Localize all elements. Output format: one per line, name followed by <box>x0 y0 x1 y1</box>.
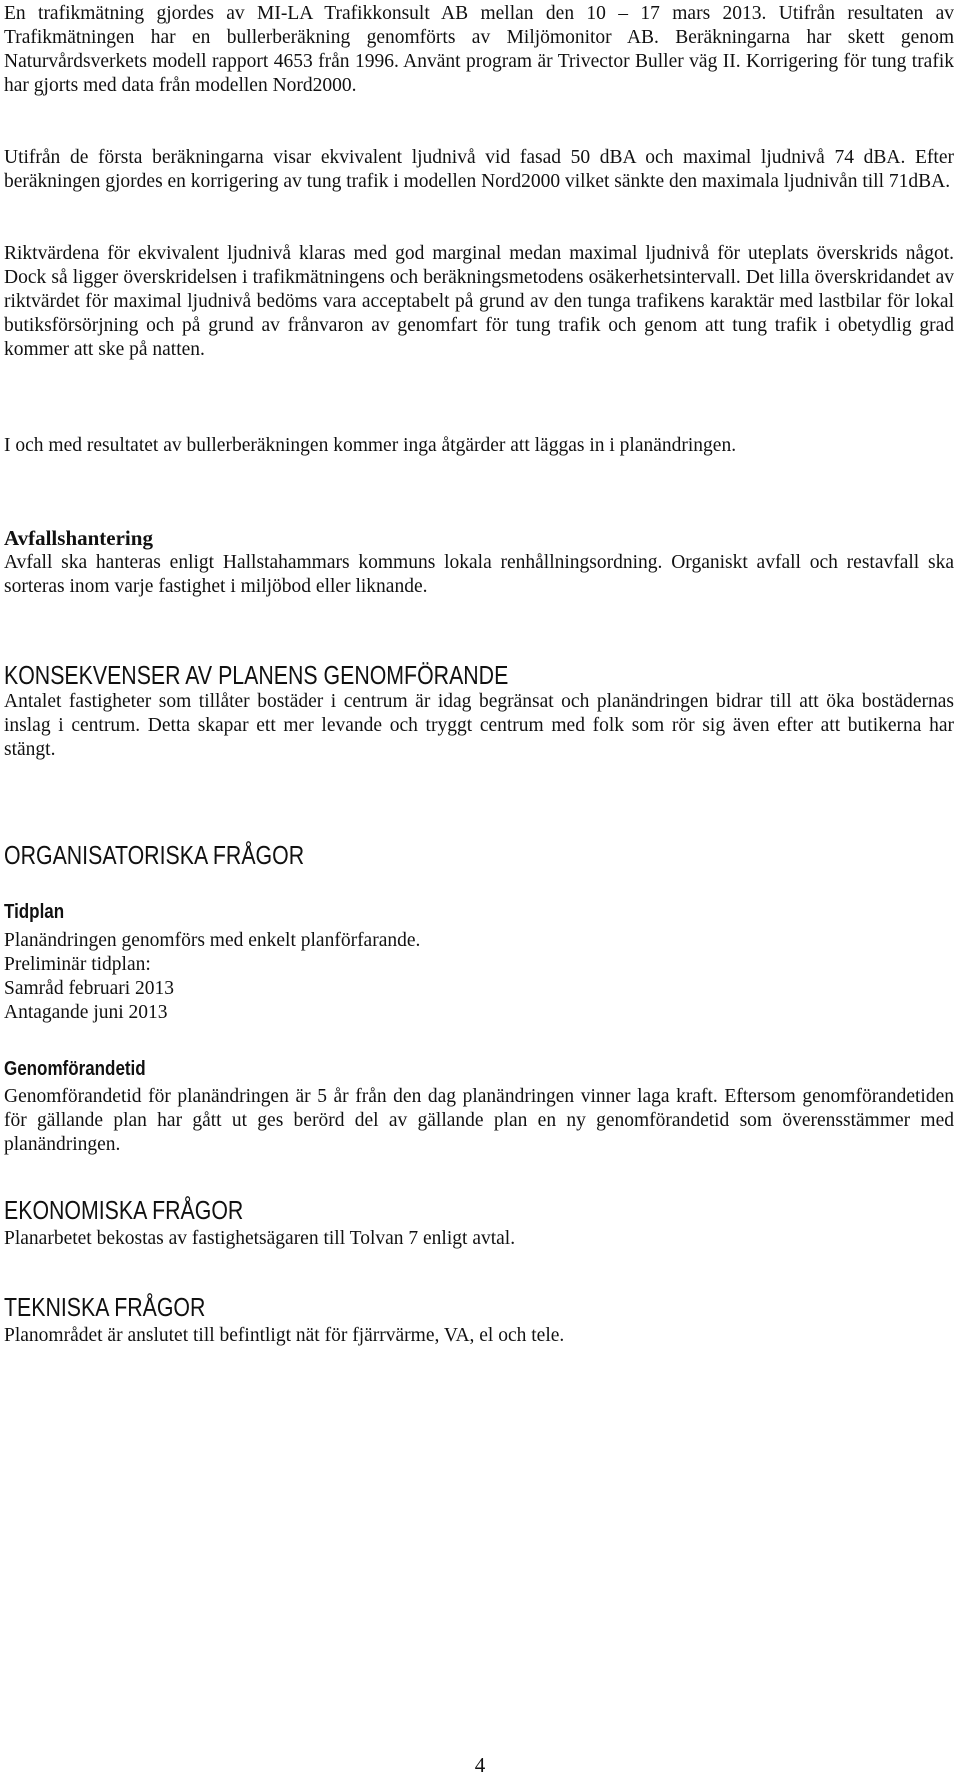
tekniska-text: Planområdet är anslutet till befintligt nät för fjärrvärme, VA, el och tele. <box>4 1325 565 1346</box>
tidplan-line: Antagande juni 2013 <box>4 1002 168 1023</box>
page-number: 4 <box>474 1753 486 1777</box>
konsekvenser-heading: KONSEKVENSER AV PLANENS GENOMFÖRANDE <box>4 660 509 690</box>
avfall-heading: Avfallshantering <box>4 526 153 550</box>
paragraph-text: Riktvärdena för ekvivalent ljudnivå klaras med god marginal medan maximal ljudnivå för uteplats överskrids något. Dock så ligger överskridelsen i trafikmätningens och beräkningsmetodens osäkerhetsintervall. Det lilla överskridandet av riktvärdet för maximal ljudnivå bedöms vara acceptabelt på grund av den tunga trafikens karaktär med lastbilar för lokal butiksförsörjning och på grund av frånvaron av genomfart för tung trafik och genom att tung trafik i obetydlig grad kommer att ske på natten. <box>4 243 954 360</box>
paragraph-text: I och med resultatet av bullerberäkningen kommer inga åtgärder att läggas in i planändringen. <box>4 435 737 456</box>
tidplan-section <box>4 900 954 1025</box>
organisatoriska-section <box>4 840 954 870</box>
guideline-values-paragraph <box>4 242 954 362</box>
genomforandetid-section <box>4 1057 954 1157</box>
ekonomiska-text: Planarbetet bekostas av fastighetsägaren till Tolvan 7 enligt avtal. <box>4 1228 516 1249</box>
paragraph-text: Utifrån de första beräkningarna visar ekvivalent ljudnivå vid fasad 50 dBA och maximal ljudnivå 74 dBA. Efter beräkningen gjordes en korrigering av tung trafik i modellen Nord2000 vilket sänkte den maximala ljudnivån till 71dBA. <box>4 147 954 192</box>
avfall-text: Avfall ska hanteras enligt Hallstahammars kommuns lokala renhållningsordning. Organiskt avfall och restavfall ska sorteras inom varje fastighet i miljöbod eller liknande. <box>4 552 954 597</box>
measures-paragraph <box>4 434 954 458</box>
tekniska-heading: TEKNISKA FRÅGOR <box>4 1292 206 1322</box>
ekonomiska-heading: EKONOMISKA FRÅGOR <box>4 1195 244 1225</box>
konsekvenser-section <box>4 660 954 762</box>
paragraph-text: En trafikmätning gjordes av MI-LA Trafikkonsult AB mellan den 10 – 17 mars 2013. Utifrån resultaten av Trafikmätningen har en bullerberäkning genomförts av Miljömonitor AB. Beräkningarna har skett genom Naturvårdsverkets modell rapport 4653 från 1996. Använt program är Trivector Buller väg II. Korrigering för tung trafik har gjorts med data från modellen Nord2000. <box>4 3 954 96</box>
ekonomiska-section <box>4 1195 954 1251</box>
noise-calculation-paragraph <box>4 146 954 194</box>
genomforandetid-heading: Genomförandetid <box>4 1058 146 1080</box>
tidplan-line: Planändringen genomförs med enkelt planförfarande. <box>4 930 421 951</box>
traffic-measurement-paragraph <box>4 2 954 98</box>
tidplan-line: Samråd februari 2013 <box>4 978 175 999</box>
tekniska-section <box>4 1292 954 1348</box>
genomforandetid-text: Genomförandetid för planändringen är 5 år från den dag planändringen vinner laga kraft. Eftersom genomförandetiden för gällande plan har gått ut ges berörd del av gällande plan en ny genomförandetid som överensstämmer med planändringen. <box>4 1086 954 1155</box>
avfall-section <box>4 525 954 599</box>
tidplan-line: Preliminär tidplan: <box>4 954 151 975</box>
konsekvenser-text: Antalet fastigheter som tillåter bostäder i centrum är idag begränsat och planändringen bidrar till att öka bostädernas inslag i centrum. Detta skapar ett mer levande och tryggt centrum med folk som rör sig även efter att butikerna har stängt. <box>4 691 954 760</box>
organisatoriska-heading: ORGANISATORISKA FRÅGOR <box>4 840 305 870</box>
tidplan-heading: Tidplan <box>4 901 65 923</box>
